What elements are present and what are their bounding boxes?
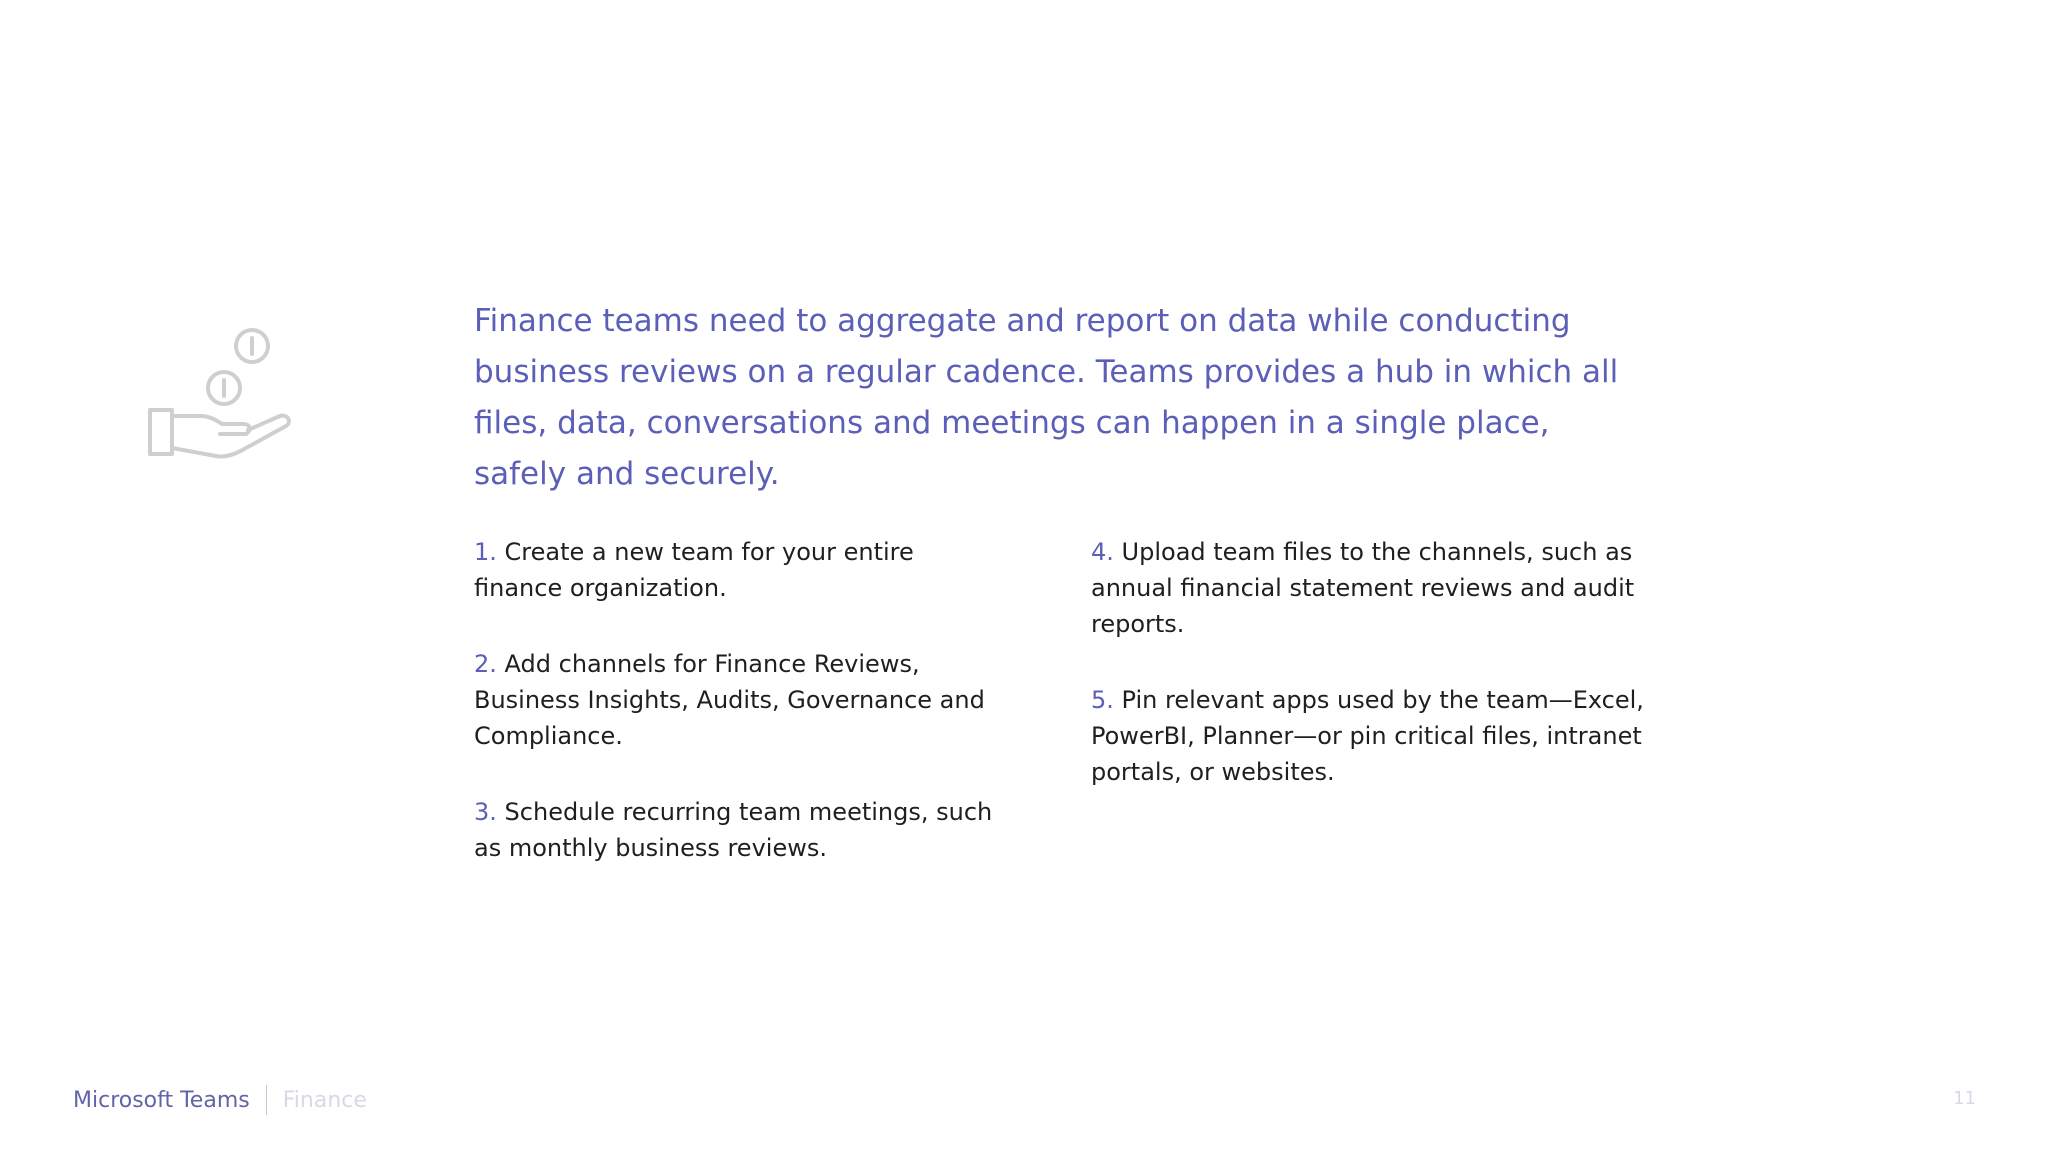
footer [73,1082,367,1118]
step-number: 3. [474,798,497,826]
footer-divider [266,1085,267,1115]
step-3 [474,794,994,866]
step-text: Upload team files to the channels, such as annual financial statement reviews and audit reports. [1091,538,1635,638]
footer-brand: Microsoft Teams [73,1087,250,1113]
step-4 [1091,534,1651,642]
step-number: 2. [474,650,497,678]
step-2 [474,646,994,754]
steps-column-left [474,534,994,906]
step-text: Create a new team for your entire finance organization. [474,538,914,602]
page-number: 11 [1953,1088,1976,1109]
step-1 [474,534,994,606]
footer-section: Finance [282,1087,367,1113]
hand-holding-coins-icon [140,320,300,470]
step-5 [1091,682,1651,790]
step-text: Add channels for Finance Reviews, Business Insights, Audits, Governance and Compliance. [474,650,985,750]
step-number: 1. [474,538,497,566]
step-text: Pin relevant apps used by the team—Excel, PowerBI, Planner—or pin critical files, intranet portals, or websites. [1091,686,1644,786]
step-text: Schedule recurring team meetings, such as monthly business reviews. [474,798,993,862]
step-number: 4. [1091,538,1114,566]
step-number: 5. [1091,686,1114,714]
steps-column-right [1091,534,1651,830]
intro-paragraph: Finance teams need to aggregate and report on data while conducting business reviews on a regular cadence. Teams provides a hub in which all files, data, conversations and meetings can happen in a single place, safely and securely. [474,303,1619,492]
